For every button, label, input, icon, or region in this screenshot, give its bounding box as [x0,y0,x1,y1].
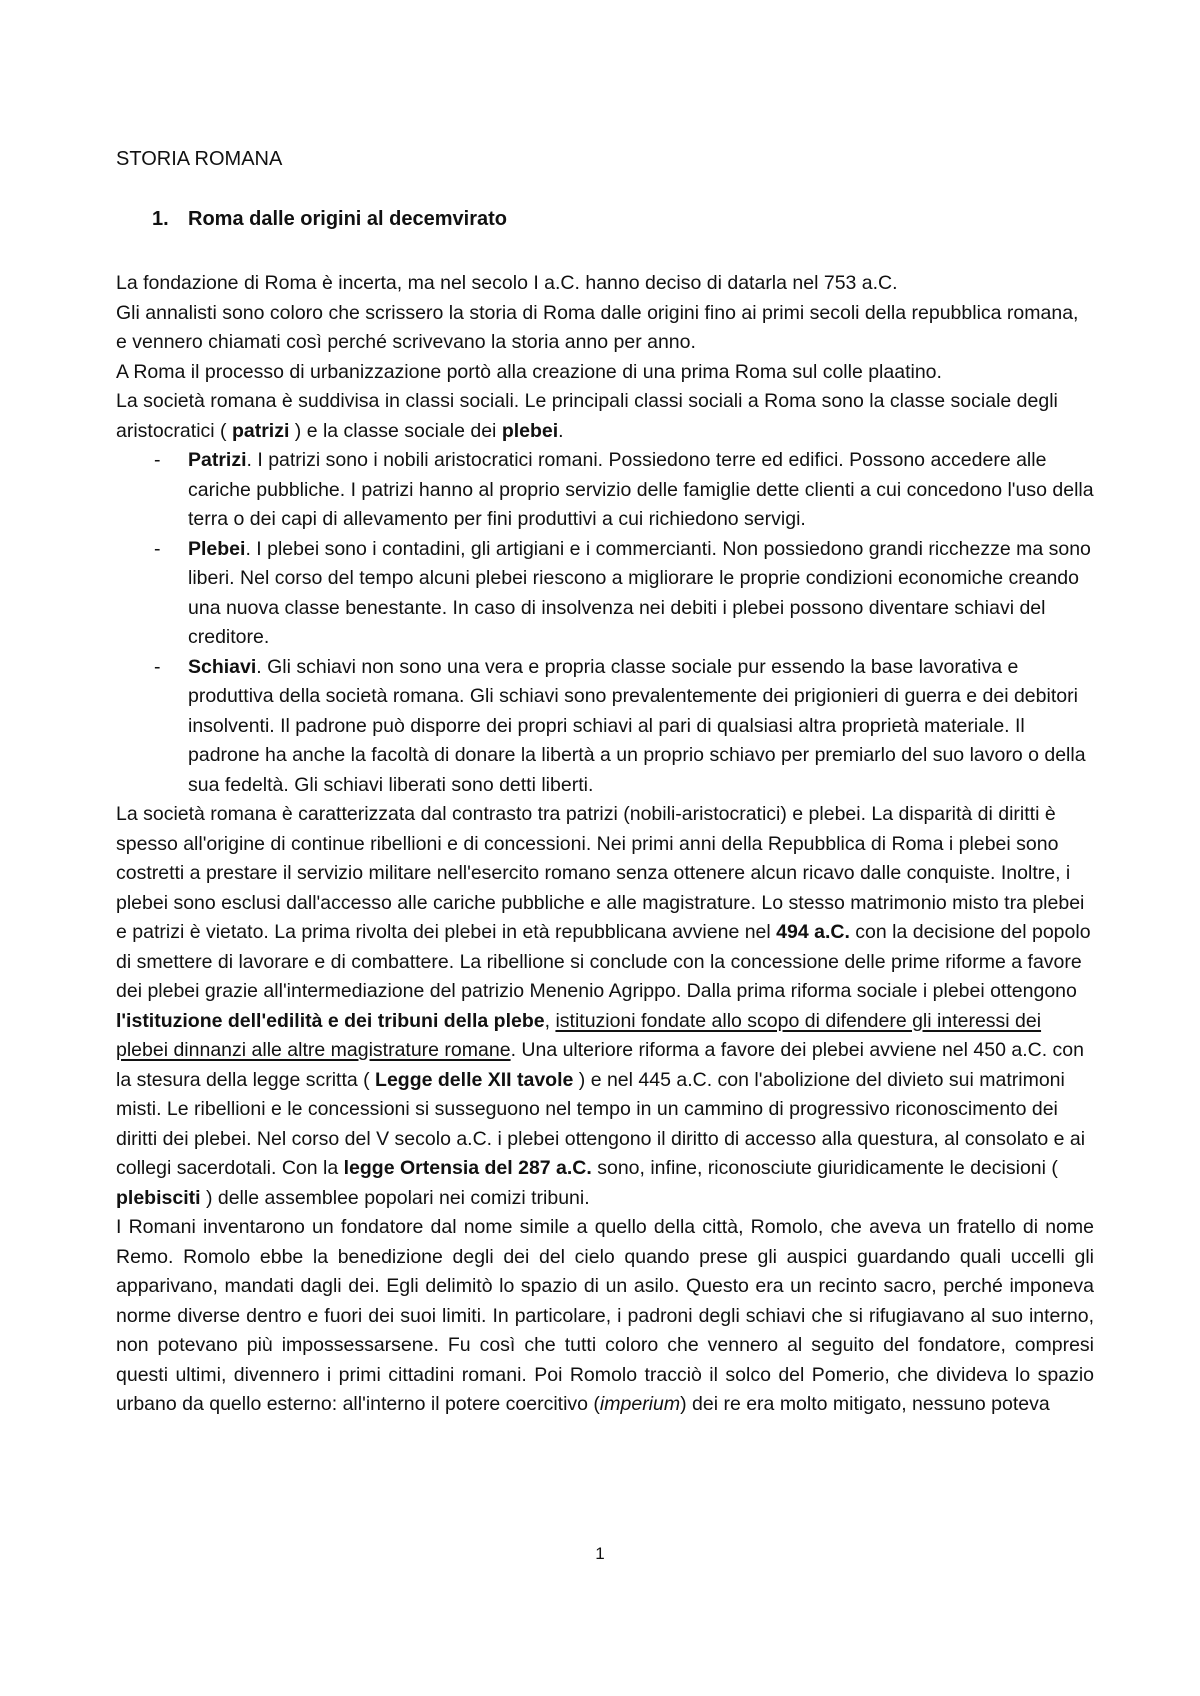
text-run: ) delle assemblee popolari nei comizi tribuni. [200,1186,590,1209]
text-run: . [558,419,564,442]
list-item-text: . Gli schiavi non sono una vera e propria classe sociale pur essendo la base lavorativa e produttiva della società romana. Gli schiavi sono prevalentemente dei prigionieri di guerra e dei debitori insolventi. Il padrone può disporre dei propri schiavi al pari di qualsiasi altra proprietà materiale. Il padrone ha anche la facoltà di donare la libertà a un proprio schiavo per premiarlo del suo lavoro o della sua fedeltà. Gli schiavi liberati sono detti liberti. [188,655,1086,796]
text-run: ) e nel 445 a.C. con l'abolizione del divieto sui matrimoni misti. Le ribellioni e le concessioni si susseguono nel tempo in un cammino di progressivo riconoscimento dei diritti dei plebei. Nel corso del V secolo a.C. i plebei ottengono il diritto di accesso alla questura, al consolato e ai collegi sacerdotali. Con la [116,1068,1086,1179]
list-item-term: Patrizi [188,449,247,471]
text-run: ) dei re era molto mitigato, nessuno poteva [680,1393,1050,1415]
term-legge-ortensia: legge Ortensia del 287 a.C. [343,1157,592,1179]
term-imperium: imperium [599,1393,681,1415]
list-item-text: . I plebei sono i contadini, gli artigiani e i commercianti. Non possiedono grandi ricchezze ma sono liberi. Nel corso del tempo alcuni plebei riescono a migliorare le proprie condizioni economiche creando una nuova classe benestante. In caso di insolvenza nei debiti i plebei possono diventare schiavi del creditore. [188,537,1091,648]
bullet-dash: - [154,537,161,560]
text-run: La società romana è caratterizzata dal contrasto tra patrizi (nobili-aristocratici) e plebei. La disparità di diritti è spesso all'origine di continue ribellioni e di concessioni. Nei primi anni della Repubblica di Roma i plebei sono costretti a prestare il servizio militare nell'esercito romano senza ottenere alcun ricavo dalle conquiste. Inoltre, i plebei sono esclusi dall'accesso alle cariche pubbliche e alle magistrature. Lo stesso matrimonio misto tra plebei e patrizi è vietato. La prima rivolta dei plebei in età repubblicana avviene nel [116,803,1085,943]
list-item-plebei [116,535,1094,653]
text-run: La società romana è suddivisa in classi sociali. Le principali classi sociali a Roma sono la classe sociale degli aristocratici ( [116,390,1058,442]
intro-paragraph-3: A Roma il processo di urbanizzazione portò alla creazione di una prima Roma sul colle plaatino. [116,360,942,383]
term-legge-xii-tavole: Legge delle XII tavole [375,1068,574,1091]
romolo-paragraph [116,1213,1094,1420]
classes-intro-paragraph [116,387,1094,446]
bullet-dash: - [154,449,161,471]
list-item-schiavi [116,653,1094,801]
list-item-text: . I patrizi sono i nobili aristocratici romani. Possiedono terre ed edifici. Possono accedere alle cariche pubbliche. I patrizi hanno al proprio servizio delle famiglie dette clienti a cui concedono l'uso della terra o dei capi di allevamento per fini produttivi a cui richiedono servigi. [188,449,1094,530]
page-number: 1 [595,1544,605,1563]
term-patrizi: patrizi [231,419,290,442]
section-title: Roma dalle origini al decemvirato [188,208,507,230]
underlined-phrase: istituzioni fondate allo scopo di difendere gli interessi dei plebei dinnanzi alle altre magistrature romane [116,1009,1042,1061]
document-title: STORIA ROMANA [116,148,283,170]
text-run: . Una ulteriore riforma a favore dei plebei avviene nel 450 a.C. con la stesura della legge scritta ( [116,1039,1084,1091]
intro-paragraph-1: La fondazione di Roma è incerta, ma nel secolo I a.C. hanno deciso di datarla nel 753 a.C. [116,272,898,294]
section-number: 1. [152,208,169,230]
body-text [116,269,1094,1420]
list-item-patrizi [116,446,1094,535]
text-run: con la decisione del popolo di smettere di lavorare e di combattere. La ribellione si conclude con la concessione delle prime riforme a favore dei plebei grazie all'intermediazione del patrizio Menenio Agrippo. Dalla prima riforma sociale i plebei ottengono [116,921,1091,1002]
text-run: I Romani inventarono un fondatore dal nome simile a quello della città, Romolo, che aveva un fratello di nome Remo. Romolo ebbe la benedizione degli dei del cielo quando prese gli auspici guardando quali uccelli gli apparivano, mandati dagli dei. Egli delimitò lo spazio di un asilo. Questo era un recinto sacro, perché imponeva norme diverse dentro e fuori dei suoi limiti. In particolare, i padroni degli schiavi che si rifugiavano al suo interno, non potevano più impossessarsene. Fu così che tutti coloro che vennero al seguito del fondatore, compresi questi ultimi, divennero i primi cittadini romani. Poi Romolo tracciò il solco del Pomerio, che divideva lo spazio urbano da quello esterno: all'interno il potere coercitivo ( [116,1216,1094,1415]
text-run: , [544,1009,556,1032]
text-run: ) e la classe sociale dei [289,419,502,442]
term-plebei: plebei [501,419,559,442]
term-edilita-tribuni: l'istituzione dell'edilità e dei tribuni della plebe [116,1009,545,1032]
text-run: sono, infine, riconosciute giuridicamente le decisioni ( [591,1157,1058,1179]
date-494: 494 a.C. [776,921,850,943]
social-classes-list [116,446,1094,800]
bullet-dash: - [154,655,161,678]
section-heading [116,205,507,234]
list-item-term: Schiavi [188,655,257,678]
intro-paragraph-2: Gli annalisti sono coloro che scrissero la storia di Roma dalle origini fino ai primi secoli della repubblica romana, e vennero chiamati così perché scrivevano la storia anno per anno. [116,301,1079,353]
contrast-paragraph [116,800,1094,1213]
list-item-term: Plebei [188,537,246,560]
term-plebisciti: plebisciti [116,1186,201,1209]
